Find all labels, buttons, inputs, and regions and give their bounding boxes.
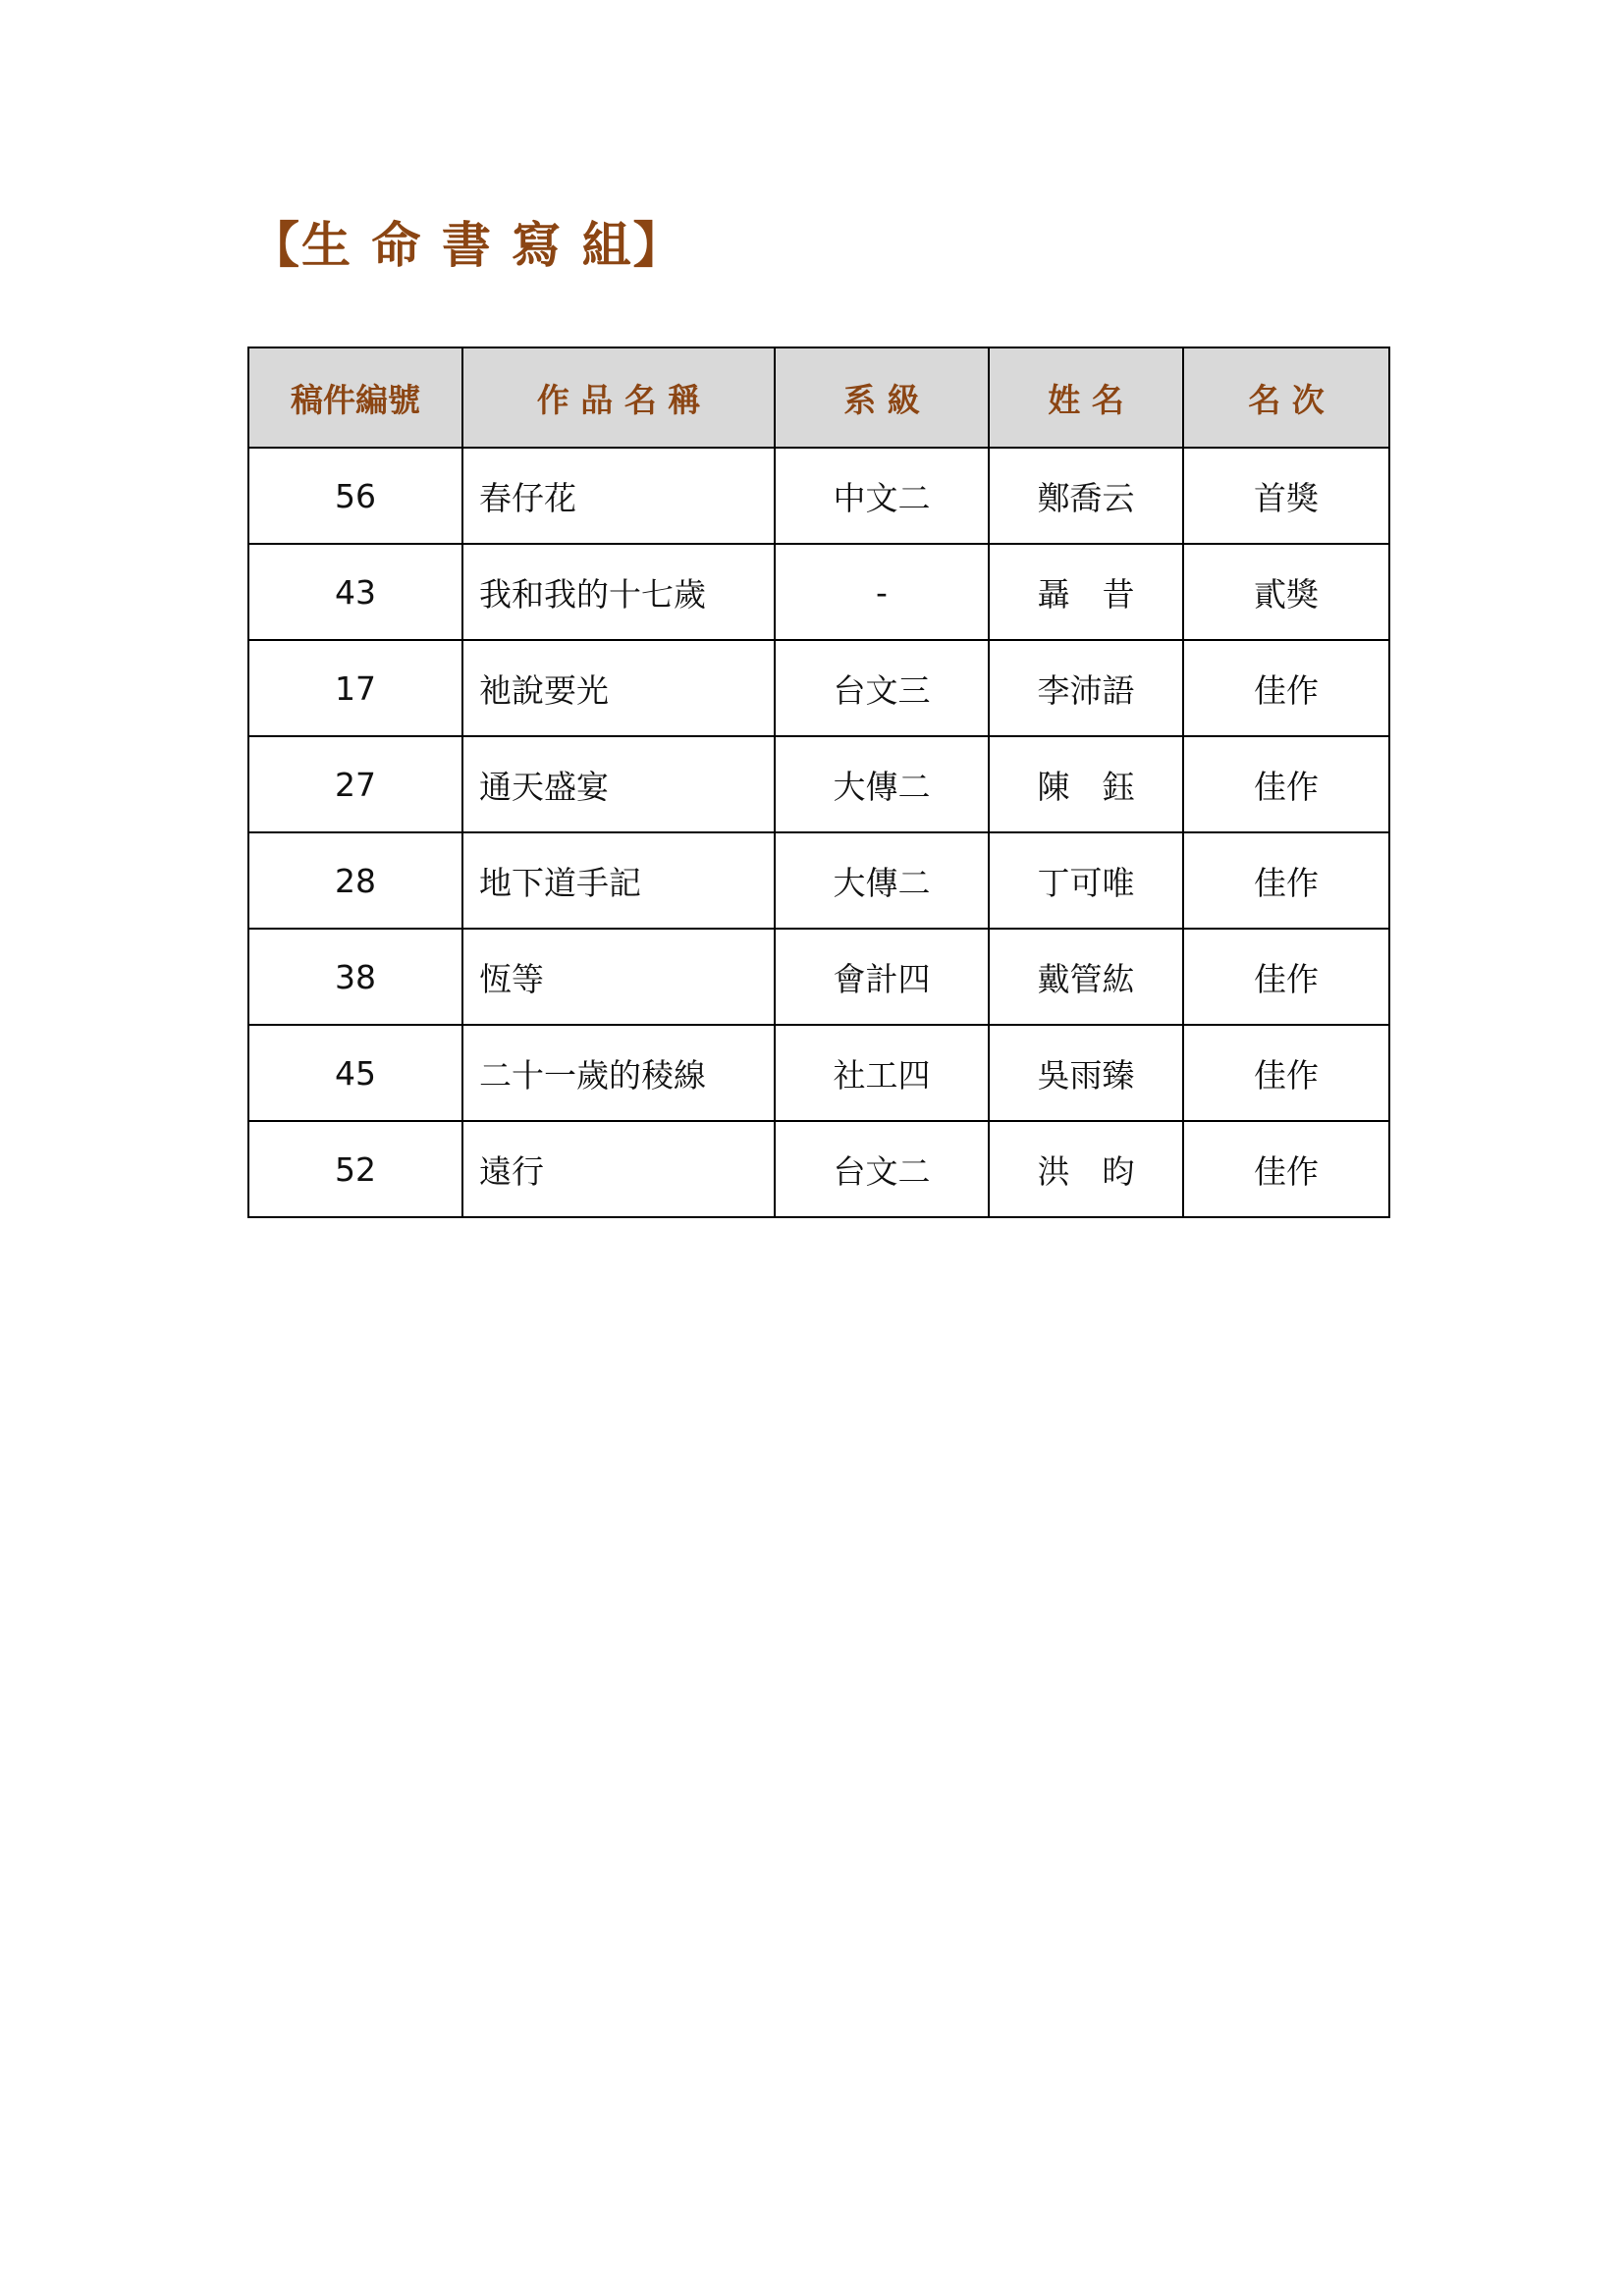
cell-work: 通天盛宴 [462, 736, 775, 832]
table-row [248, 832, 1389, 929]
cell-rank: 佳作 [1183, 736, 1389, 832]
cell-rank: 佳作 [1183, 832, 1389, 929]
cell-work: 恆等 [462, 929, 775, 1025]
cell-dept: 社工四 [775, 1025, 989, 1121]
cell-work: 二十一歲的稜線 [462, 1025, 775, 1121]
cell-name: 丁可唯 [989, 832, 1183, 929]
cell-name: 鄭喬云 [989, 448, 1183, 544]
header-id: 稿件編號 [248, 347, 462, 448]
cell-work: 地下道手記 [462, 832, 775, 929]
cell-name: 李沛語 [989, 640, 1183, 736]
cell-name: 吳雨臻 [989, 1025, 1183, 1121]
cell-dept: 中文二 [775, 448, 989, 544]
cell-work: 春仔花 [462, 448, 775, 544]
cell-id: 56 [248, 448, 462, 544]
table-row [248, 929, 1389, 1025]
header-name: 姓 名 [989, 347, 1183, 448]
table-row [248, 544, 1389, 640]
cell-name: 聶 昔 [989, 544, 1183, 640]
cell-id: 43 [248, 544, 462, 640]
cell-id: 27 [248, 736, 462, 832]
cell-dept: 台文二 [775, 1121, 989, 1217]
header-rank: 名 次 [1183, 347, 1389, 448]
cell-dept: 台文三 [775, 640, 989, 736]
cell-work: 我和我的十七歲 [462, 544, 775, 640]
table-row [248, 1121, 1389, 1217]
cell-dept: 大傳二 [775, 736, 989, 832]
cell-work: 祂說要光 [462, 640, 775, 736]
header-dept: 系 級 [775, 347, 989, 448]
table-row [248, 736, 1389, 832]
table-row [248, 1025, 1389, 1121]
table-row [248, 640, 1389, 736]
cell-id: 38 [248, 929, 462, 1025]
cell-id: 28 [248, 832, 462, 929]
cell-id: 45 [248, 1025, 462, 1121]
page-title: 【生 命 書 寫 組】 [250, 217, 684, 274]
cell-rank: 貳獎 [1183, 544, 1389, 640]
cell-dept: 大傳二 [775, 832, 989, 929]
cell-id: 17 [248, 640, 462, 736]
cell-dept: 會計四 [775, 929, 989, 1025]
cell-work: 遠行 [462, 1121, 775, 1217]
cell-id: 52 [248, 1121, 462, 1217]
cell-rank: 首獎 [1183, 448, 1389, 544]
cell-rank: 佳作 [1183, 640, 1389, 736]
cell-dept: - [775, 544, 989, 640]
cell-rank: 佳作 [1183, 1025, 1389, 1121]
cell-name: 陳 鈺 [989, 736, 1183, 832]
awards-table [247, 347, 1390, 1218]
cell-rank: 佳作 [1183, 929, 1389, 1025]
header-work: 作 品 名 稱 [462, 347, 775, 448]
table-row [248, 448, 1389, 544]
cell-name: 戴管紘 [989, 929, 1183, 1025]
cell-name: 洪 昀 [989, 1121, 1183, 1217]
table-header-row [248, 347, 1389, 448]
cell-rank: 佳作 [1183, 1121, 1389, 1217]
